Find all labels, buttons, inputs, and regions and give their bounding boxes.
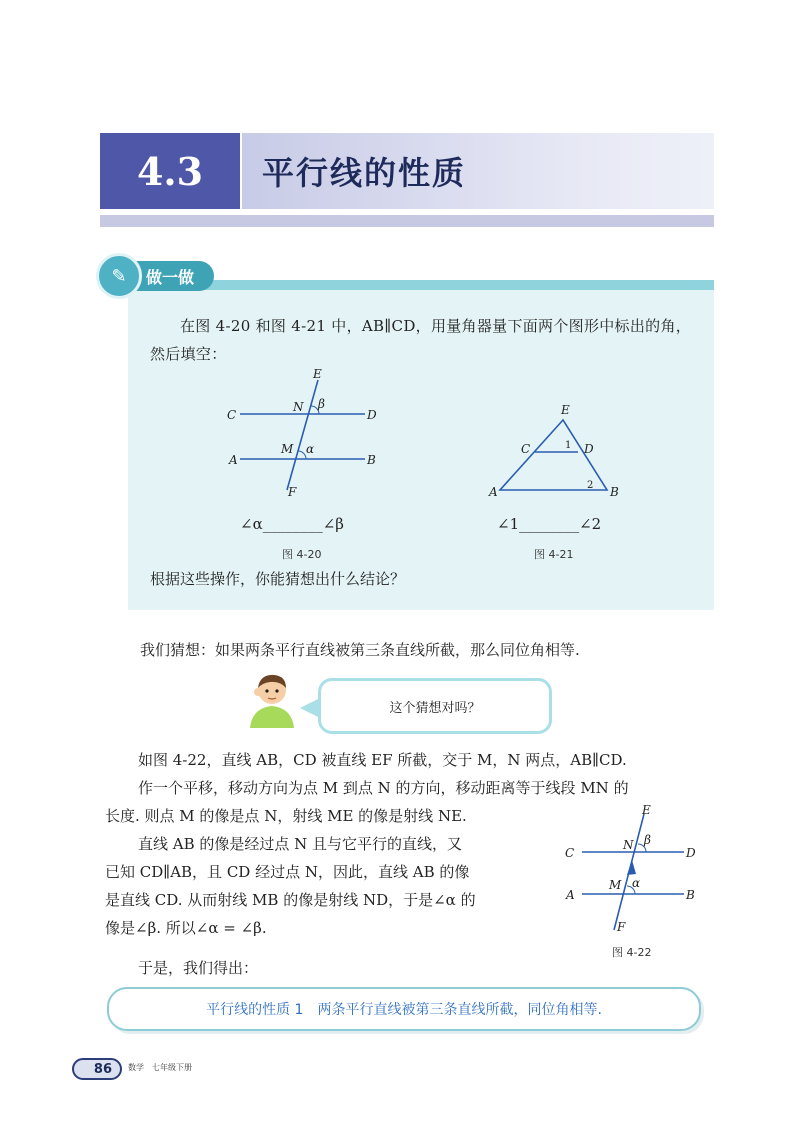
fig1-label-M: M xyxy=(281,442,294,456)
activity-instruction: 在图 4-20 和图 4-21 中，AB∥CD，用量角器量下面两个图形中标出的角，然后填空： xyxy=(150,317,692,363)
section-title: 平行线的性质 xyxy=(262,154,467,192)
conjecture-text: 我们猜想：如果两条平行直线被第三条直线所截，那么同位角相等. xyxy=(140,641,580,659)
activity-icon: ✎ xyxy=(96,253,142,299)
fig3-label-C: C xyxy=(565,846,575,860)
fig2-label-D: D xyxy=(584,442,594,456)
fig3-label-B: B xyxy=(686,888,695,902)
property-box xyxy=(107,987,701,1031)
fig3-label-E: E xyxy=(642,803,651,817)
fig1-label-D: D xyxy=(367,408,377,422)
fig3-label-alpha: α xyxy=(632,876,641,890)
translation-arrow-icon xyxy=(627,860,636,875)
proof-paragraph-3c: 是直线 CD. 从而射线 MB 的像是射线 ND，于是∠α 的 xyxy=(105,891,476,909)
fig2-label-A: A xyxy=(489,485,498,499)
fig2-label-C: C xyxy=(521,442,531,456)
fig1-label-N: N xyxy=(293,400,304,414)
proof-paragraph-3a: 直线 AB 的像是经过点 N 且与它平行的直线，又 xyxy=(138,835,463,853)
header-divider xyxy=(100,215,714,227)
proof-paragraph-2a: 作一个平移，移动方向为点 M 到点 N 的方向，移动距离等于线段 MN 的 xyxy=(138,779,629,797)
fig1-label-A: A xyxy=(229,453,238,467)
activity-top-band xyxy=(128,280,714,290)
fig2-label-E: E xyxy=(561,403,570,417)
fig3-label-A: A xyxy=(566,888,575,902)
fig1-label-E: E xyxy=(313,367,322,381)
proof-paragraph-3d: 像是∠β. 所以∠α = ∠β. xyxy=(105,919,267,937)
fig2-caption: 图 4-21 xyxy=(534,548,574,561)
fig3-label-D: D xyxy=(686,846,696,860)
property-text: 平行线的性质 1 两条平行直线被第三条直线所截，同位角相等. xyxy=(206,1002,602,1018)
fig1-label-F: F xyxy=(288,485,297,499)
fig1-label-alpha: α xyxy=(306,442,315,456)
proof-paragraph-4: 于是，我们得出： xyxy=(138,959,259,977)
proof-paragraph-2b: 长度. 则点 M 的像是点 N，射线 ME 的像是射线 NE. xyxy=(105,807,467,825)
footer-book-title: 数学 七年级下册 xyxy=(128,1063,192,1072)
fig1-blank[interactable]: ∠α________∠β xyxy=(240,515,344,533)
page-number-badge xyxy=(72,1058,122,1080)
fig1-label-C: C xyxy=(227,408,237,422)
section-number: 4.3 xyxy=(136,148,204,194)
figure-4-21 xyxy=(485,398,625,503)
speech-bubble-tail xyxy=(300,698,320,718)
student-avatar xyxy=(244,668,300,730)
figure-4-22 xyxy=(560,800,710,940)
fig3-label-N: N xyxy=(623,838,634,852)
activity-tab-label: 做一做 xyxy=(145,267,194,287)
proof-paragraph-1: 如图 4-22，直线 AB，CD 被直线 EF 所截，交于 M，N 两点，AB∥CD. xyxy=(138,751,627,769)
fig2-blank[interactable]: ∠1________∠2 xyxy=(497,515,602,533)
fig3-caption: 图 4-22 xyxy=(612,946,652,959)
figure-4-20 xyxy=(215,362,395,507)
activity-question: 根据这些操作，你能猜想出什么结论？ xyxy=(150,570,406,588)
fig1-label-B: B xyxy=(367,453,376,467)
fig3-label-M: M xyxy=(609,878,622,892)
fig2-label-B: B xyxy=(610,485,619,499)
fig1-label-beta: β xyxy=(318,397,325,411)
fig3-label-beta: β xyxy=(644,833,651,847)
speech-bubble-text: 这个猜想对吗？ xyxy=(389,700,481,716)
proof-paragraph-3b: 已知 CD∥AB，且 CD 经过点 N，因此，直线 AB 的像 xyxy=(105,863,470,881)
fig1-caption: 图 4-20 xyxy=(282,548,322,561)
fig3-label-F: F xyxy=(617,920,626,934)
fig2-label-1: 1 xyxy=(565,440,572,451)
fig2-label-2: 2 xyxy=(587,480,594,491)
page-number: 86 xyxy=(93,1061,112,1077)
